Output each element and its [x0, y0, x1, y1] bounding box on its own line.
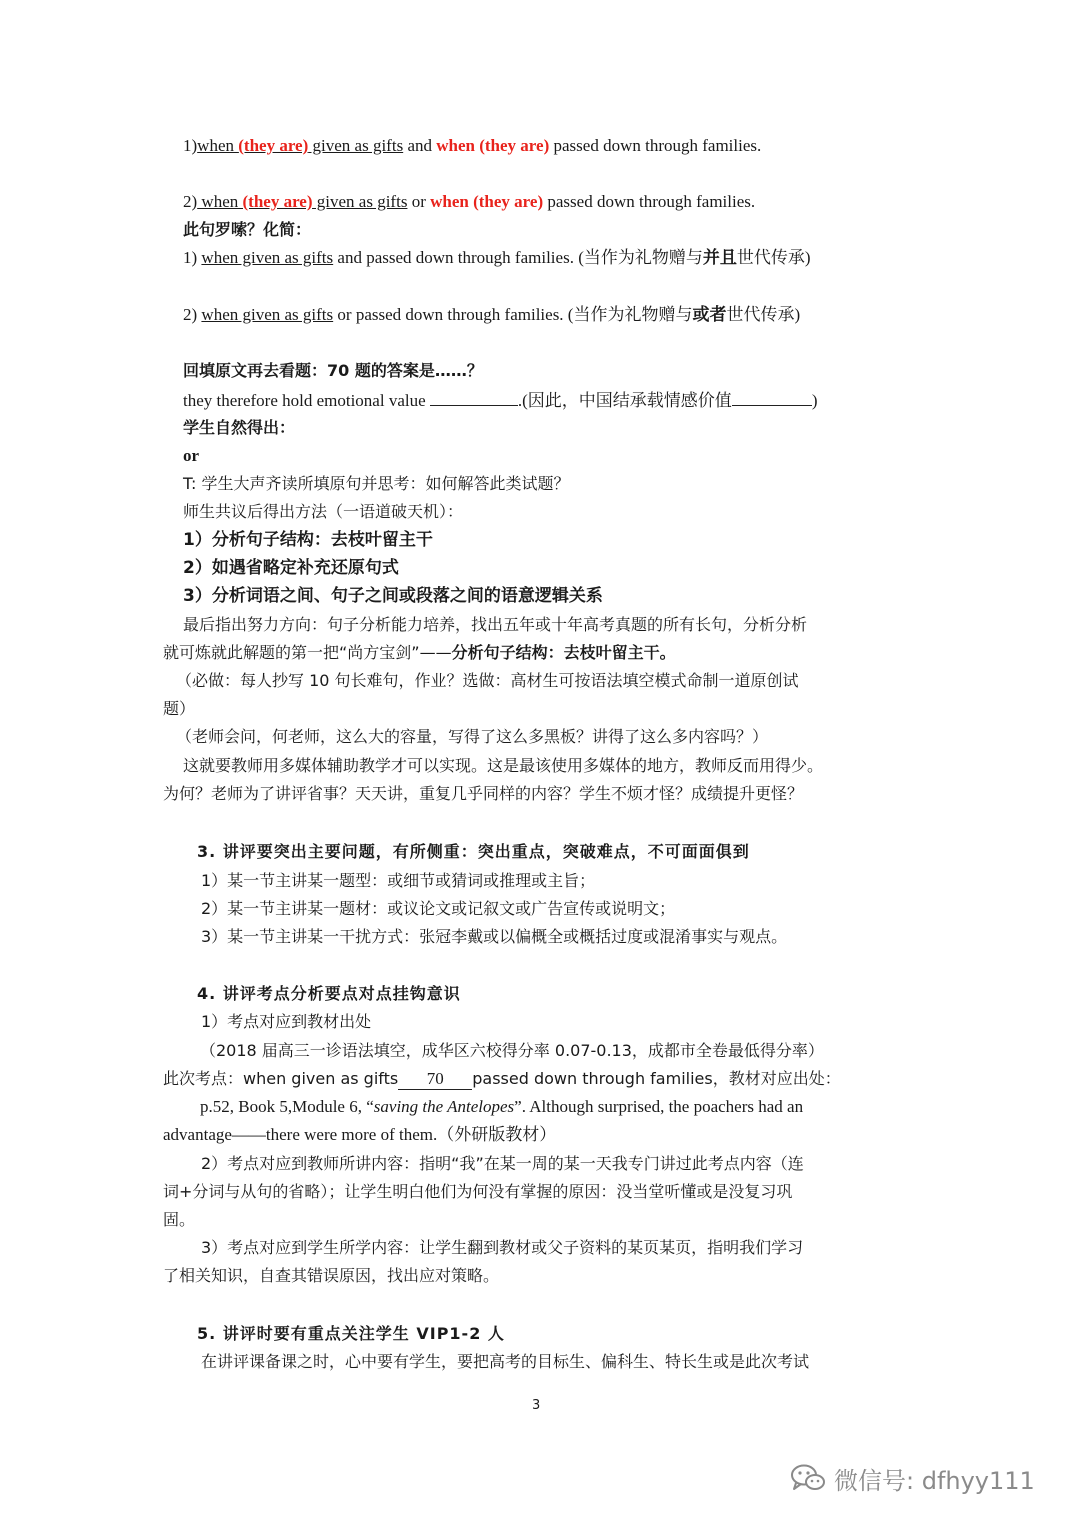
red-they-are: (they are)	[242, 192, 313, 211]
section-3-item-2: 2）某一节主讲某一题材：或议论文或记叙文或广告宣传或说明文；	[201, 899, 676, 918]
section-3-heading: 3. 讲评要突出主要问题，有所侧重：突出重点，突破难点，不可面面俱到	[197, 842, 750, 861]
red-when: when	[436, 136, 475, 155]
fill-text: they therefore hold emotional value	[183, 391, 430, 410]
bold-word: 或者	[692, 305, 727, 324]
method-intro: 师生共议后得出方法（一语道破天机）：	[183, 502, 464, 521]
watermark	[790, 1458, 1035, 1498]
multimedia-line-2: 为何？老师为了讲评省事？天天讲，重复几乎同样的内容？学生不烦才怪？成绩提升更怪？	[163, 784, 804, 803]
line-number: 2)	[183, 305, 202, 324]
section-4-textbook-ref	[200, 1095, 803, 1119]
answer-blank	[430, 387, 518, 406]
or-line: or	[183, 446, 200, 465]
clause-end: 世代传承)	[736, 248, 811, 267]
question-line: 回填原文再去看题：70 题的答案是……？	[183, 361, 483, 380]
direction-bold: 分析句子结构：去枝叶留主干。	[451, 643, 676, 662]
section-4-test-point	[163, 1067, 841, 1091]
section-4-item-3-b: 了相关知识，自查其错误原因，找出应对策略。	[163, 1266, 500, 1285]
section-4-item-3-a: 3）考点对应到学生所学内容：让学生翻到教材或父子资料的某页某页，指明我们学习	[201, 1238, 804, 1257]
derive-line: 学生自然得出：	[183, 418, 296, 437]
section-5-para: 在讲评课备课之时，心中要有学生，要把高考的目标生、偏科生、特长生或是此次考试	[201, 1352, 810, 1371]
section-4-item-2-c: 固。	[163, 1210, 196, 1229]
direction-text: 就可炼就此解题的第一把“尚方宝剑”——	[163, 643, 452, 662]
method-2: 2）如遇省略定补充还原句式	[183, 558, 399, 578]
section-3-item-3: 3）某一节主讲某一干扰方式：张冠李戴或以偏概全或概括过度或混淆事实与观点。	[201, 927, 788, 946]
conjunction: and	[403, 136, 437, 155]
ref-text: p.52, Book 5,Module 6, “	[200, 1097, 374, 1116]
watermark-text: 微信号: dfhyy111	[834, 1466, 1035, 1495]
red-they-are: (they are)	[238, 136, 309, 155]
example-line-2	[183, 190, 755, 214]
section-4-item-1: 1）考点对应到教材出处	[201, 1012, 372, 1031]
test-point-text: 此次考点：when given as gifts	[163, 1069, 399, 1088]
underlined-clause	[197, 192, 407, 211]
section-4-exam-info: （2018 届高三一诊语法填空，成华区六校得分率 0.07-0.13，成都市全卷最低得分率）	[200, 1041, 824, 1060]
teacher-line: T: 学生大声齐读所填原句并思考：如何解答此类试题？	[183, 474, 570, 493]
direction-line-1: 最后指出努力方向：句子分析能力培养，找出五年或十年高考真题的所有长句，分析分析	[183, 615, 808, 634]
clause-given: given as gifts	[308, 136, 404, 155]
answer-blank	[398, 1067, 472, 1090]
question-number: 70	[426, 1069, 444, 1088]
clause-given: given as gifts	[312, 192, 408, 211]
clause-tail: or passed down through families. (当作为礼物赠与	[333, 305, 693, 324]
question-aside: （老师会问，何老师，这么大的容量，写得了这么多黑板？讲得了这么多内容吗？）	[176, 727, 769, 746]
clause-end: 世代传承)	[726, 305, 801, 324]
homework-line-2: 题）	[163, 699, 196, 718]
underlined-clause: when given as gifts	[201, 248, 334, 267]
method-1: 1）分析句子结构：去枝叶留主干	[183, 530, 433, 550]
section-4-textbook-ref-2: advantage——there were more of them.（外研版教材）	[163, 1125, 557, 1144]
answer-blank	[732, 387, 812, 406]
method-3: 3）分析词语之间、句子之间或段落之间的语意逻辑关系	[183, 586, 603, 606]
line-number: 1)	[183, 136, 198, 155]
underlined-clause: when given as gifts	[201, 305, 334, 324]
simplify-note: 此句罗嗦？化简：	[183, 220, 312, 239]
clause-when: when	[197, 136, 239, 155]
simplified-line-2	[183, 303, 800, 327]
section-3-item-1: 1）某一节主讲某一题型：或细节或猜词或推理或主旨；	[201, 871, 596, 890]
red-when: when	[430, 192, 469, 211]
fill-line	[183, 387, 817, 413]
red-they-are: (they are)	[479, 136, 550, 155]
test-point-tail: passed down through families，教材对应出处：	[472, 1069, 841, 1088]
wechat-icon	[790, 1463, 826, 1493]
multimedia-line-1: 这就要教师用多媒体辅助教学才可以实现。这是最该使用多媒体的地方，教师反而用得少。	[183, 756, 824, 775]
section-5-heading: 5. 讲评时要有重点关注学生 VIP1-2 人	[197, 1324, 505, 1343]
ref-title: saving the Antelopes	[373, 1097, 515, 1116]
red-they-are: (they are)	[473, 192, 544, 211]
page-number: 3	[532, 1398, 541, 1413]
clause-tail: and passed down through families. (当作为礼物赠与	[333, 248, 703, 267]
clause-when: when	[197, 192, 243, 211]
line-number: 1)	[183, 248, 202, 267]
bold-word: 并且	[702, 248, 737, 267]
fill-text-cn: .(因此，中国结承载情感价值	[517, 391, 732, 410]
direction-line-2	[163, 641, 676, 665]
clause-tail: passed down through families.	[549, 136, 762, 155]
line-number: 2)	[183, 192, 198, 211]
homework-line-1: （必做：每人抄写 10 句长难句，作业？选做：高材生可按语法填空模式命制一道原创试	[176, 671, 799, 690]
clause-tail: passed down through families.	[543, 192, 756, 211]
ref-tail: ”. Although surprised, the poachers had an	[514, 1097, 804, 1116]
underlined-clause	[197, 136, 403, 155]
fill-close: )	[811, 391, 818, 410]
simplified-line-1	[183, 246, 811, 270]
example-line-1	[183, 134, 761, 158]
section-4-item-2-a: 2）考点对应到教师所讲内容：指明“我”在某一周的某一天我专门讲过此考点内容（连	[201, 1154, 804, 1173]
section-4-heading: 4. 讲评考点分析要点对点挂钩意识	[197, 984, 461, 1003]
section-4-item-2-b: 词+分词与从句的省略）；让学生明白他们为何没有掌握的原因：没当堂听懂或是没复习巩	[163, 1182, 793, 1201]
conjunction: or	[407, 192, 431, 211]
